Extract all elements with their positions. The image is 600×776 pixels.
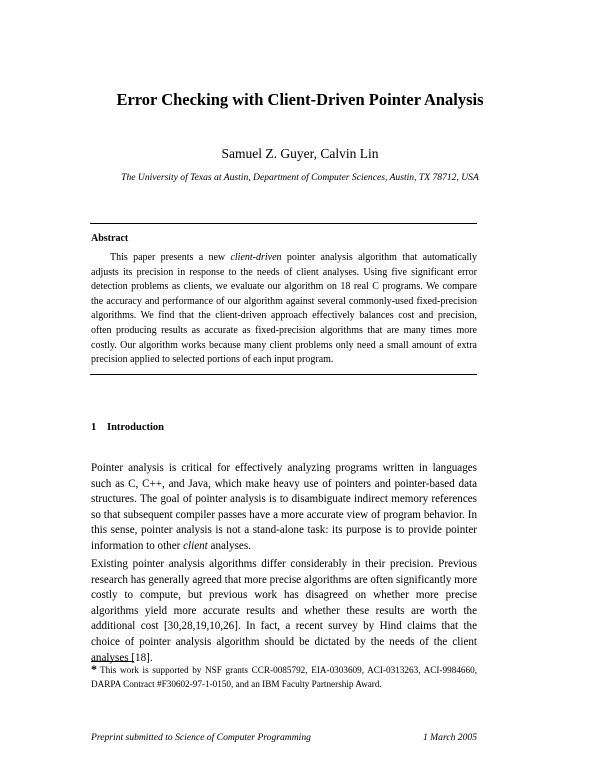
footnote-rule: [91, 661, 134, 662]
section-number: 1: [91, 422, 97, 433]
paragraph-1-text: Pointer analysis is critical for effectively analyzing programs written in languages such as C, C++, and Java, which make heavy use of pointers and pointer-based data structures. The goal of pointer analysis is to disambiguate indirect memory references so that subsequent compiler passes have a more accurate view of program behavior. In this sense, pointer analysis is not a stand-alone task: its purpose is to provide pointer information to other: [91, 462, 477, 552]
author-list: Samuel Z. Guyer, Calvin Lin: [221, 146, 379, 161]
page-footer: [91, 732, 477, 743]
abstract-body: [91, 251, 477, 368]
footnote-mark: *: [91, 662, 97, 676]
footer-journal: Preprint submitted to Science of Computer Programming: [91, 732, 311, 743]
footnote-text: This work is supported by NSF grants CCR-0085792, EIA-0303609, ACI-0313263, ACI-9984660, DARPA Contract #F30602-97-1-0150, and an IBM Faculty Partnership Award.: [91, 665, 477, 689]
abstract-top-rule: [90, 223, 477, 224]
abstract-bottom-rule: [90, 374, 477, 375]
abstract-emphasis: client-driven: [230, 252, 282, 263]
paragraph-1-emphasis: client: [183, 539, 208, 552]
abstract-text-end: pointer analysis algorithm that automatically adjusts its precision in response to the needs of client analyses. Using five significant error detection problems as clients, we evaluate our algorithm on 18 real C programs. We compare the accuracy and performance of our algorithm against several commonly-used fixed-precision algorithms. We find that the client-driven approach effectively balances cost and precision, often producing results as accurate as fixed-precision algorithms that are many times more costly. Our algorithm works because many client problems only need a small amount of extra precision applied to selected portions of each input program.: [91, 252, 478, 366]
paragraph-2: Existing pointer analysis algorithms differ considerably in their precision. Previous research has generally agreed that more precise algorithms are often significantly more costly to compute, but previous work has disagreed on whether more precise algorithms yield more accurate results and whether these results are worth the additional cost [30,28,19,10,26]. In fact, a recent survey by Hind claims that the choice of pointer analysis algorithm should be dictated by the needs of the client analyses [18].: [91, 558, 477, 664]
affiliation: The University of Texas at Austin, Department of Computer Sciences, Austin, TX 78712, USA: [121, 172, 479, 183]
paragraph-1-end: analyses.: [207, 539, 251, 552]
footer-date: 1 March 2005: [422, 732, 477, 743]
section-heading: [91, 422, 164, 433]
abstract-text-start: This paper presents a new: [110, 252, 231, 263]
paragraph-1: [91, 461, 477, 555]
section-title: Introduction: [107, 422, 164, 433]
paper-title: Error Checking with Client-Driven Pointer Analysis: [116, 90, 484, 109]
abstract-heading: Abstract: [91, 233, 129, 244]
footnote: [91, 663, 477, 692]
